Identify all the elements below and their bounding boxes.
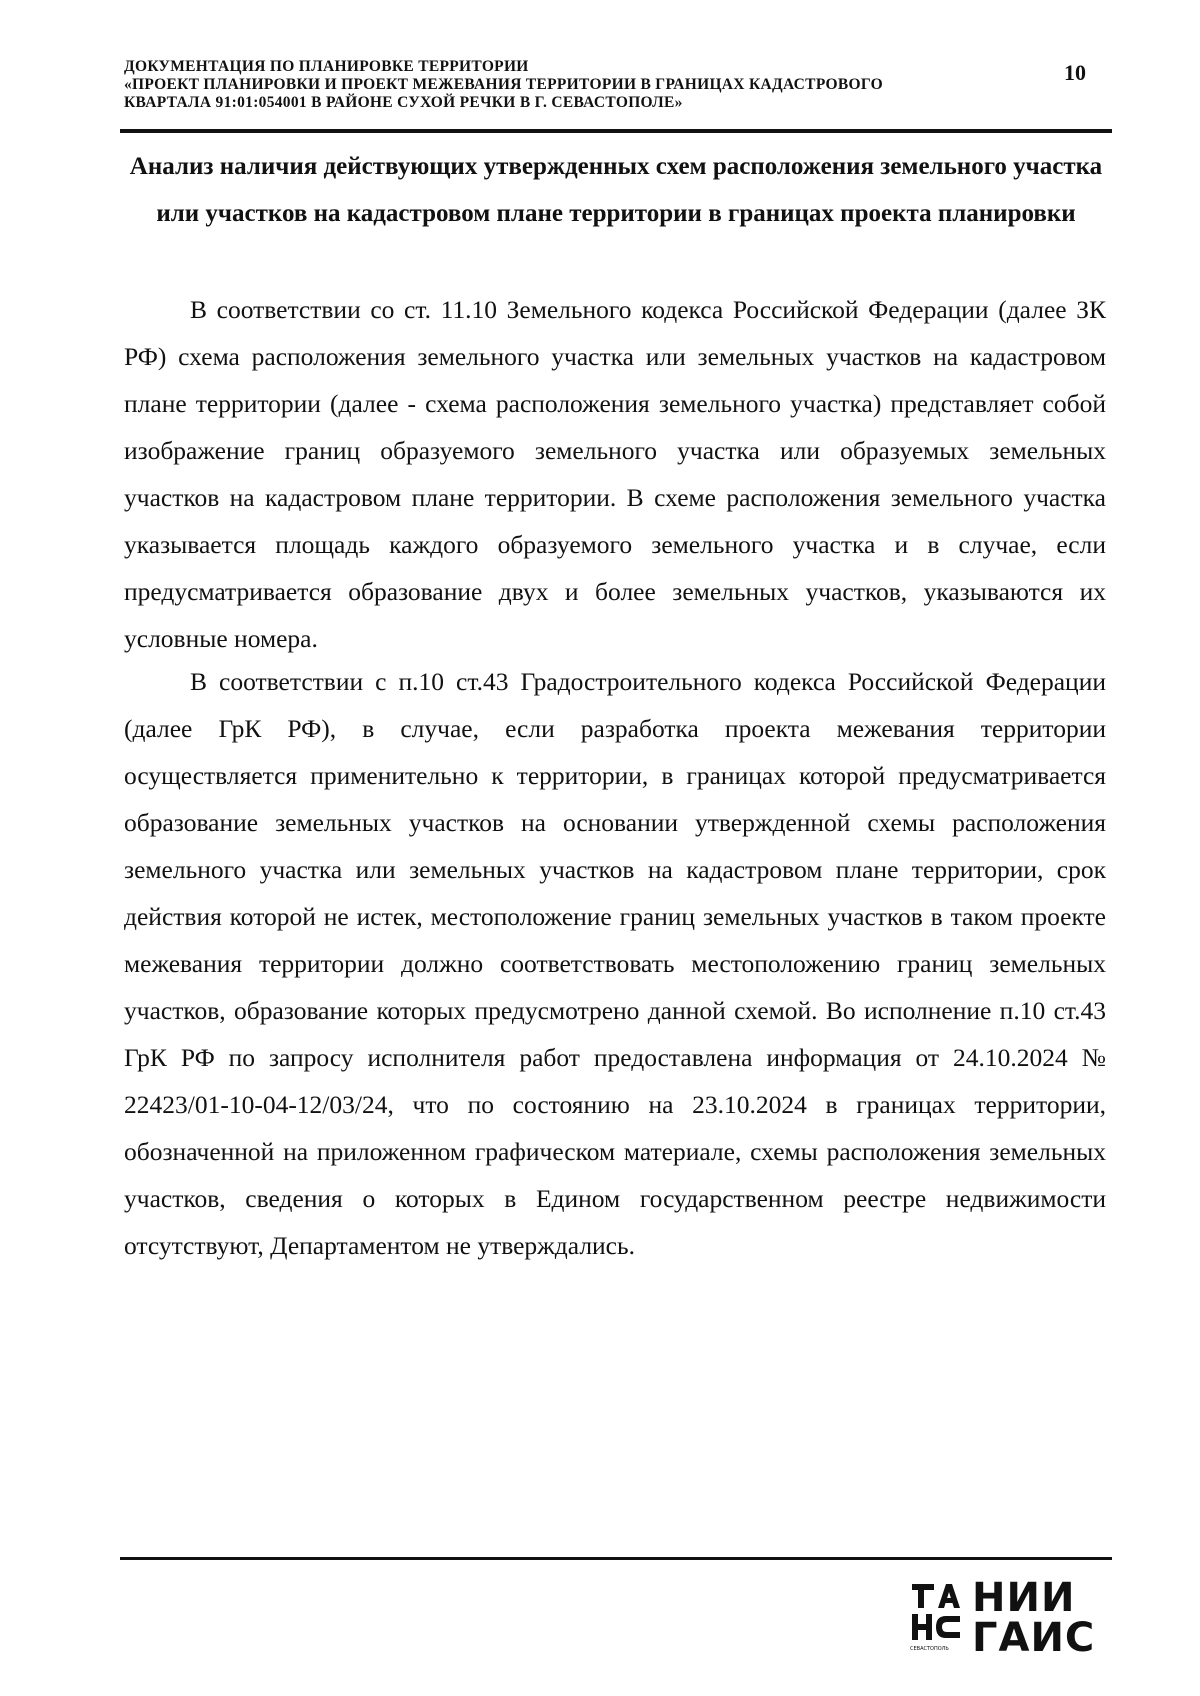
section-heading: Анализ наличия действующих утвержденных схем расположения земельного участка или участков на кадастровом плане территории в границах проекта планировки bbox=[129, 153, 1103, 227]
page-number: 10 bbox=[1064, 60, 1086, 85]
header-line-3: КВАРТАЛА 91:01:054001 В РАЙОНЕ СУХОЙ РЕЧКИ В Г. СЕВАСТОПОЛЕ» bbox=[124, 94, 683, 111]
logo-caption: СЕВАСТОПОЛЬ bbox=[910, 1646, 949, 1652]
header-line-1: ДОКУМЕНТАЦИЯ ПО ПЛАНИРОВКЕ ТЕРРИТОРИИ bbox=[124, 58, 529, 75]
logo-wordmark bbox=[972, 1575, 1096, 1661]
logo-line-1: НИИ bbox=[972, 1575, 1076, 1621]
paragraph-2: В соответствии с п.10 ст.43 Градостроительного кодекса Российской Федерации (далее ГрК РФ), в случае, если разработка проекта межевания территории осуществляется применительно к территории, в границах которой предусматривается образование земельных участков на основании утвержденной схемы расположения земельного участка или земельных участков на кадастровом плане территории, срок действия которой не истек, местоположение границ земельных участков в таком проекте межевания территории должно соответствовать местоположению границ земельных участков, образование которых предусмотрено данной схемой. Во исполнение п.10 ст.43 ГрК РФ по запросу исполнителя работ предоставлена информация от 24.10.2024 № 22423/01-10-04-12/03/24, что по состоянию на 23.10.2024 в границах территории, обозначенной на приложенном графическом материале, схемы расположения земельных участков, сведения о которых в Едином государственном реестре недвижимости отсутствуют, Департаментом не утверждались. bbox=[124, 667, 1106, 1260]
header-divider bbox=[120, 129, 1112, 133]
footer-divider bbox=[120, 1557, 1112, 1560]
company-logo bbox=[910, 1575, 1110, 1668]
niigais-emblem-icon bbox=[910, 1580, 966, 1652]
header-line-2: «ПРОЕКТ ПЛАНИРОВКИ И ПРОЕКТ МЕЖЕВАНИЯ ТЕРРИТОРИИ В ГРАНИЦАХ КАДАСТРОВОГО bbox=[124, 76, 883, 93]
paragraph-1: В соответствии со ст. 11.10 Земельного кодекса Российской Федерации (далее ЗК РФ) схема расположения земельного участка или земельных участков на кадастровом плане территории (далее - схема расположения земельного участка) представляет собой изображение границ образуемого земельного участка или образуемых земельных участков на кадастровом плане территории. В схеме расположения земельного участка указывается площадь каждого образуемого земельного участка и в случае, если предусматривается образование двух и более земельных участков, указываются их условные номера. bbox=[124, 295, 1106, 653]
logo-line-2: ГАИС bbox=[972, 1615, 1096, 1661]
document-header bbox=[124, 58, 1054, 112]
